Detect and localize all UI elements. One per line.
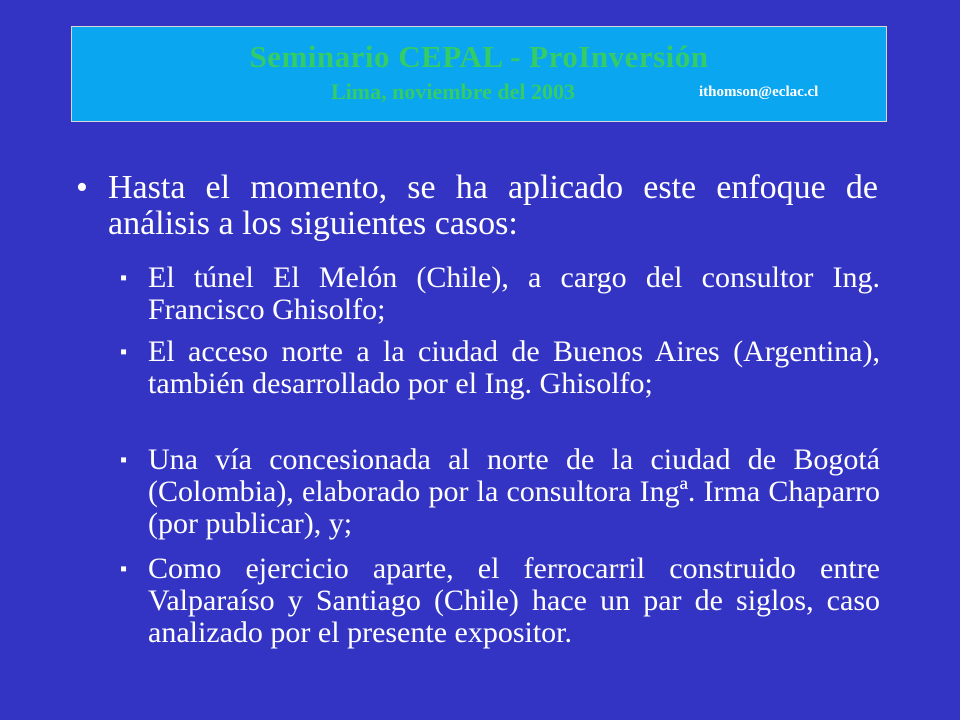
header-title: Seminario CEPAL - ProInversión [249, 39, 709, 74]
sub-bullet-text-1: El túnel El Melón (Chile), a cargo del consultor Ing. Francisco Ghisolfo; [148, 261, 880, 326]
sub-bullet-marker: ▪ [120, 341, 128, 363]
sub-bullet-text-2: El acceso norte a la ciudad de Buenos Aires (Argentina), también desarrollado por el Ing. Ghisolfo; [148, 335, 880, 400]
main-bullet-text: Hasta el momento, se ha aplicado este enfoque de análisis a los siguientes casos: [108, 169, 878, 242]
sub-bullet-marker: ▪ [120, 558, 128, 580]
sub-bullet-text-4: Como ejercicio aparte, el ferrocarril construido entre Valparaíso y Santiago (Chile) hace un par de siglos, caso analizado por el presente expositor. [148, 552, 880, 649]
main-bullet-marker: • [76, 169, 88, 206]
sub-bullet-text-3: Una vía concesionada al norte de la ciudad de Bogotá (Colombia), elaborado por la consultora Ingª. Irma Chaparro (por publicar), y; [148, 443, 880, 540]
header-subtitle: Lima, noviembre del 2003 [331, 79, 576, 104]
sub-bullet-marker: ▪ [120, 449, 128, 471]
header-email: ithomson@eclac.cl [699, 84, 819, 100]
sub-bullet-marker: ▪ [120, 267, 128, 289]
